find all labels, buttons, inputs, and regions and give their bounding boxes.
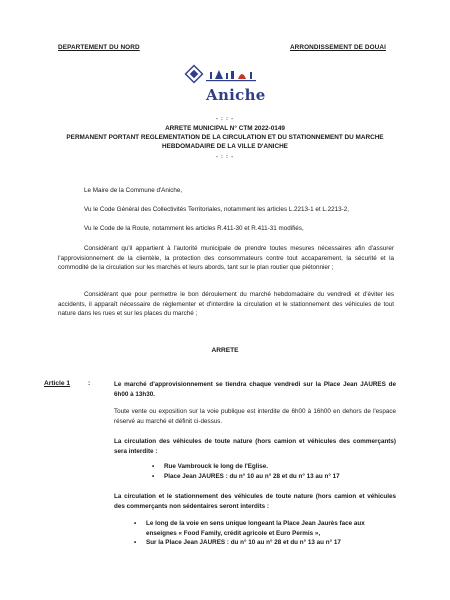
restricted-parking-list <box>134 519 396 548</box>
arrondissement-header: ARRONDISSEMENT DE DOUAI <box>289 44 386 51</box>
vu-code-route: Vu le Code de la Route, notamment les articles R.411-30 et R.411-31 modifiés, <box>84 225 304 232</box>
article-1-paragraph-2: Toute vente ou exposition sur la voie publique est interdite de 6h00 à 16h00 en dehors de l'espace réservé au marché et définit ci-dessus. <box>114 408 396 425</box>
bullet-icon: • <box>152 463 155 470</box>
title-separator-bottom: - : : - <box>216 154 234 160</box>
department-header: DEPARTEMENT DU NORD <box>58 44 140 51</box>
list-item: • Sur la Place Jean JAURES : du n° 10 au n° 28 et du n° 13 au n° 17 <box>134 539 341 547</box>
considerant-2: Considérant que pour permettre le bon déroulement du marché hebdomadaire du vendredi et d'éviter les accidents, il apparaît nécessaire de réglementer et d'interdire la circulation et le stationnement des véhicules de tout nature dans les rues et sur les places du marché ; <box>58 291 394 318</box>
logo-wordmark: Aniche <box>206 86 266 104</box>
considerant-1: Considérant qu'il appartient à l'autorité municipale de prendre toutes mesures nécessaires afin d'assurer l'approvisionnement de la clientèle, la protection des consommateurs contre tout accaparement, la sécurité et la commodité de la circulation sur les marchés et leurs abords, tant sur le plan routier que piétonnier ; <box>58 245 394 272</box>
title-separator-top: - : : - <box>216 116 234 122</box>
article-1-colon: : <box>88 380 91 387</box>
arrete-subject-line1: PERMANENT PORTANT REGLEMENTATION DE LA CIRCULATION ET DU STATIONNEMENT DU MARCHE <box>66 134 384 141</box>
bullet-icon: • <box>152 472 155 480</box>
article-1-paragraph-3: La circulation des véhicules de toute nature (hors camion et véhicules des commerçants) sera interdite : <box>114 438 396 455</box>
bullet-icon: • <box>134 539 137 547</box>
article-1-paragraph-1: Le marché d'approvisionnement se tiendra chaque vendredi sur la Place Jean JAURES de 6h00 à 13h30. <box>114 381 396 398</box>
bullet-icon: • <box>134 520 137 527</box>
restricted-circulation-list <box>152 462 396 481</box>
list-item: • Rue Vambrouck le long de l'Eglise. <box>152 463 269 470</box>
article-1-paragraph-4: La circulation et le stationnement des véhicules de toute nature (hors camion et véhicules des commerçants non sédentaires seront interdits : <box>114 493 396 510</box>
list-item: • Place Jean JAURES : du n° 10 au n° 28 et du n° 13 au n° 17 <box>152 472 340 480</box>
mayor-line: Le Maire de la Commune d'Aniche, <box>84 187 183 194</box>
vu-cgct: Vu le Code Général des Collectivités Territoriales, notamment les articles L.2213-1 et L.2213-2, <box>84 206 349 213</box>
arrete-number: ARRETE MUNICIPAL N° CTM 2022-0149 <box>165 125 285 132</box>
arrete-heading: ARRETE <box>211 347 239 354</box>
article-1-label: Article 1 <box>44 380 71 387</box>
arrete-subject-line2: HEBDOMADAIRE DE LA VILLE D'ANICHE <box>162 143 288 150</box>
list-item: • Le long de la voie en sens unique longeant la Place Jean Jaurès face aux enseignes « Food Family, crédit agricole et Euro Permis », <box>134 520 365 537</box>
